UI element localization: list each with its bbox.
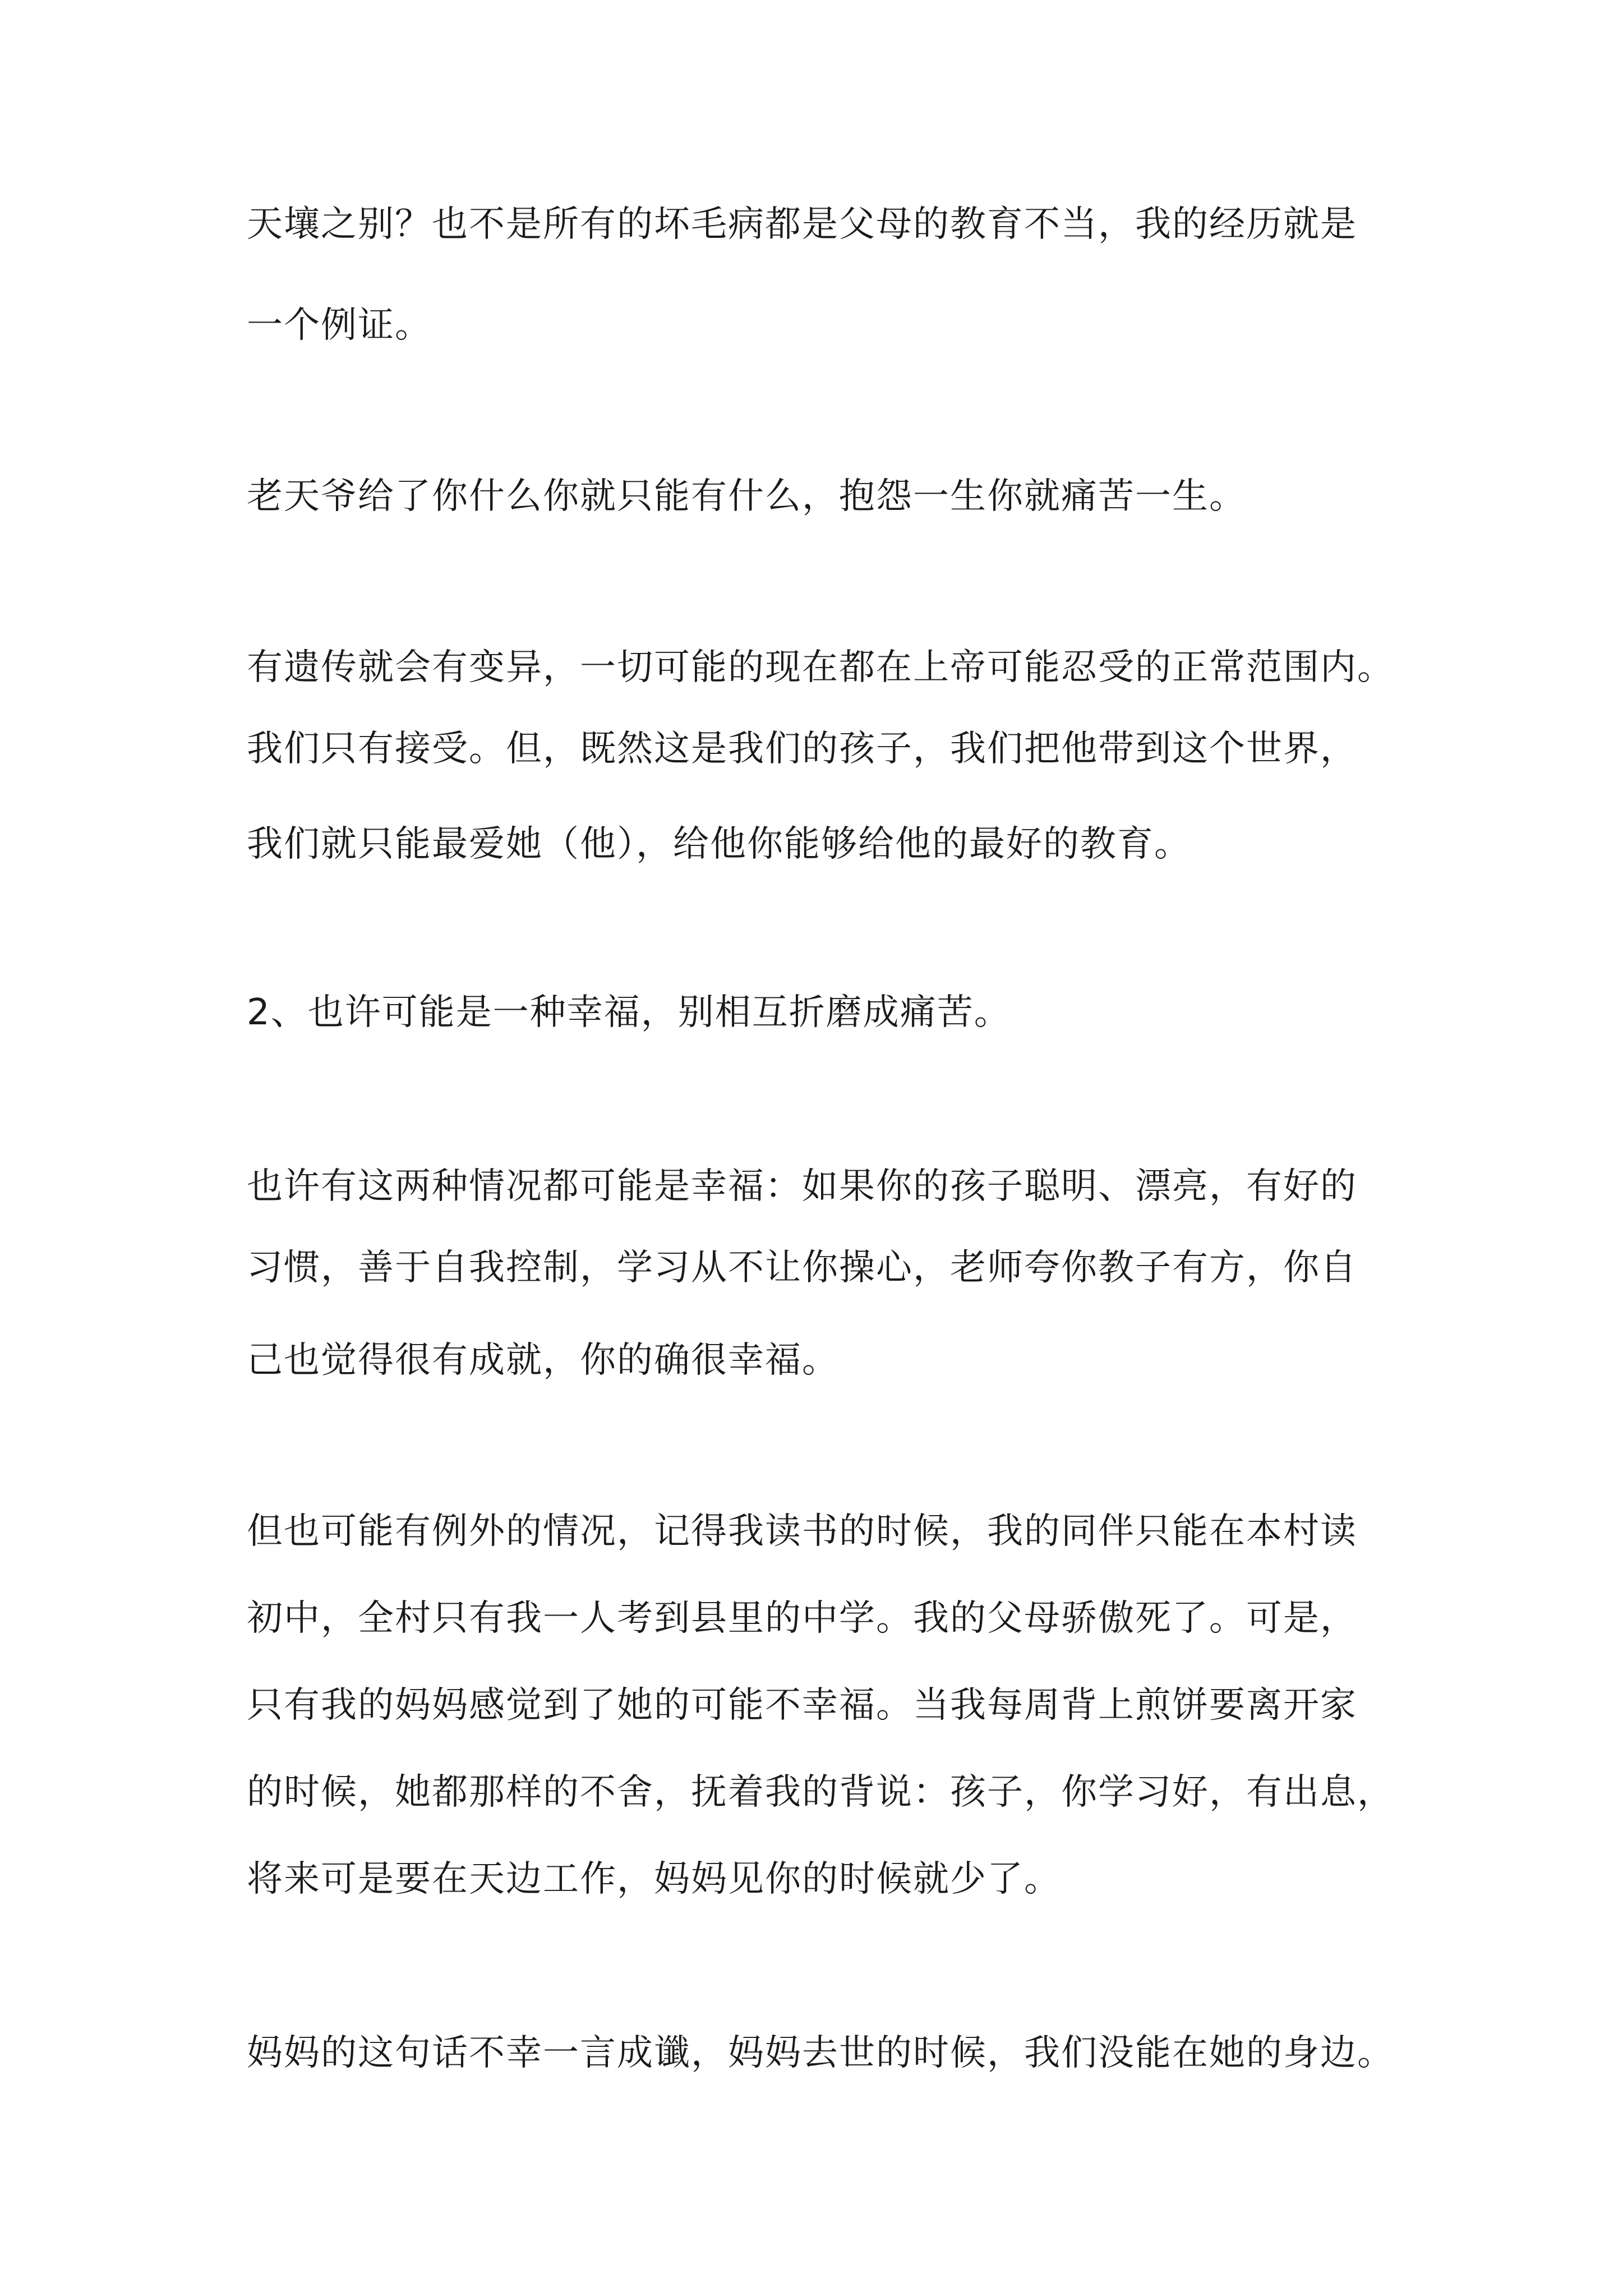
paragraph-2-line-1: 老天爷给了你什么你就只能有什么，抱怨一生你就痛苦一生。 <box>247 476 1246 517</box>
paragraph-5-line-2: 习惯，善于自我控制，学习从不让你操心，老师夸你教子有方，你自 <box>247 1247 1357 1289</box>
paragraph-3-line-1: 有遗传就会有变异，一切可能的现在都在上帝可能忍受的正常范围内。 <box>247 647 1394 688</box>
paragraph-6-line-2: 初中，全村只有我一人考到县里的中学。我的父母骄傲死了。可是， <box>247 1598 1357 1639</box>
paragraph-5-line-1: 也许有这两种情况都可能是幸福：如果你的孩子聪明、漂亮，有好的 <box>247 1166 1357 1207</box>
paragraph-3-line-2: 我们只有接受。但，既然这是我们的孩子，我们把他带到这个世界， <box>247 728 1357 770</box>
paragraph-1-line-1: 天壤之别？也不是所有的坏毛病都是父母的教育不当，我的经历就是 <box>247 204 1357 245</box>
paragraph-7-line-1: 妈妈的这句话不幸一言成谶，妈妈去世的时候，我们没能在她的身边。 <box>247 2032 1394 2074</box>
paragraph-6-line-5: 将来可是要在天边工作，妈妈见你的时候就少了。 <box>247 1858 1061 1900</box>
paragraph-3-line-3: 我们就只能最爱她（他），给他你能够给他的最好的教育。 <box>247 823 1191 865</box>
paragraph-6-line-1: 但也可能有例外的情况，记得我读书的时候，我的同伴只能在本村读 <box>247 1511 1357 1552</box>
paragraph-1-line-2: 一个例证。 <box>247 305 432 346</box>
paragraph-6-line-3: 只有我的妈妈感觉到了她的可能不幸福。当我每周背上煎饼要离开家 <box>247 1685 1357 1726</box>
paragraph-4-line-1: 2、也许可能是一种幸福，别相互折磨成痛苦。 <box>247 992 1011 1033</box>
paragraph-6-line-4: 的时候，她都那样的不舍，抚着我的背说：孩子，你学习好，有出息， <box>247 1772 1394 1813</box>
paragraph-5-line-3: 己也觉得很有成就，你的确很幸福。 <box>247 1340 839 1381</box>
